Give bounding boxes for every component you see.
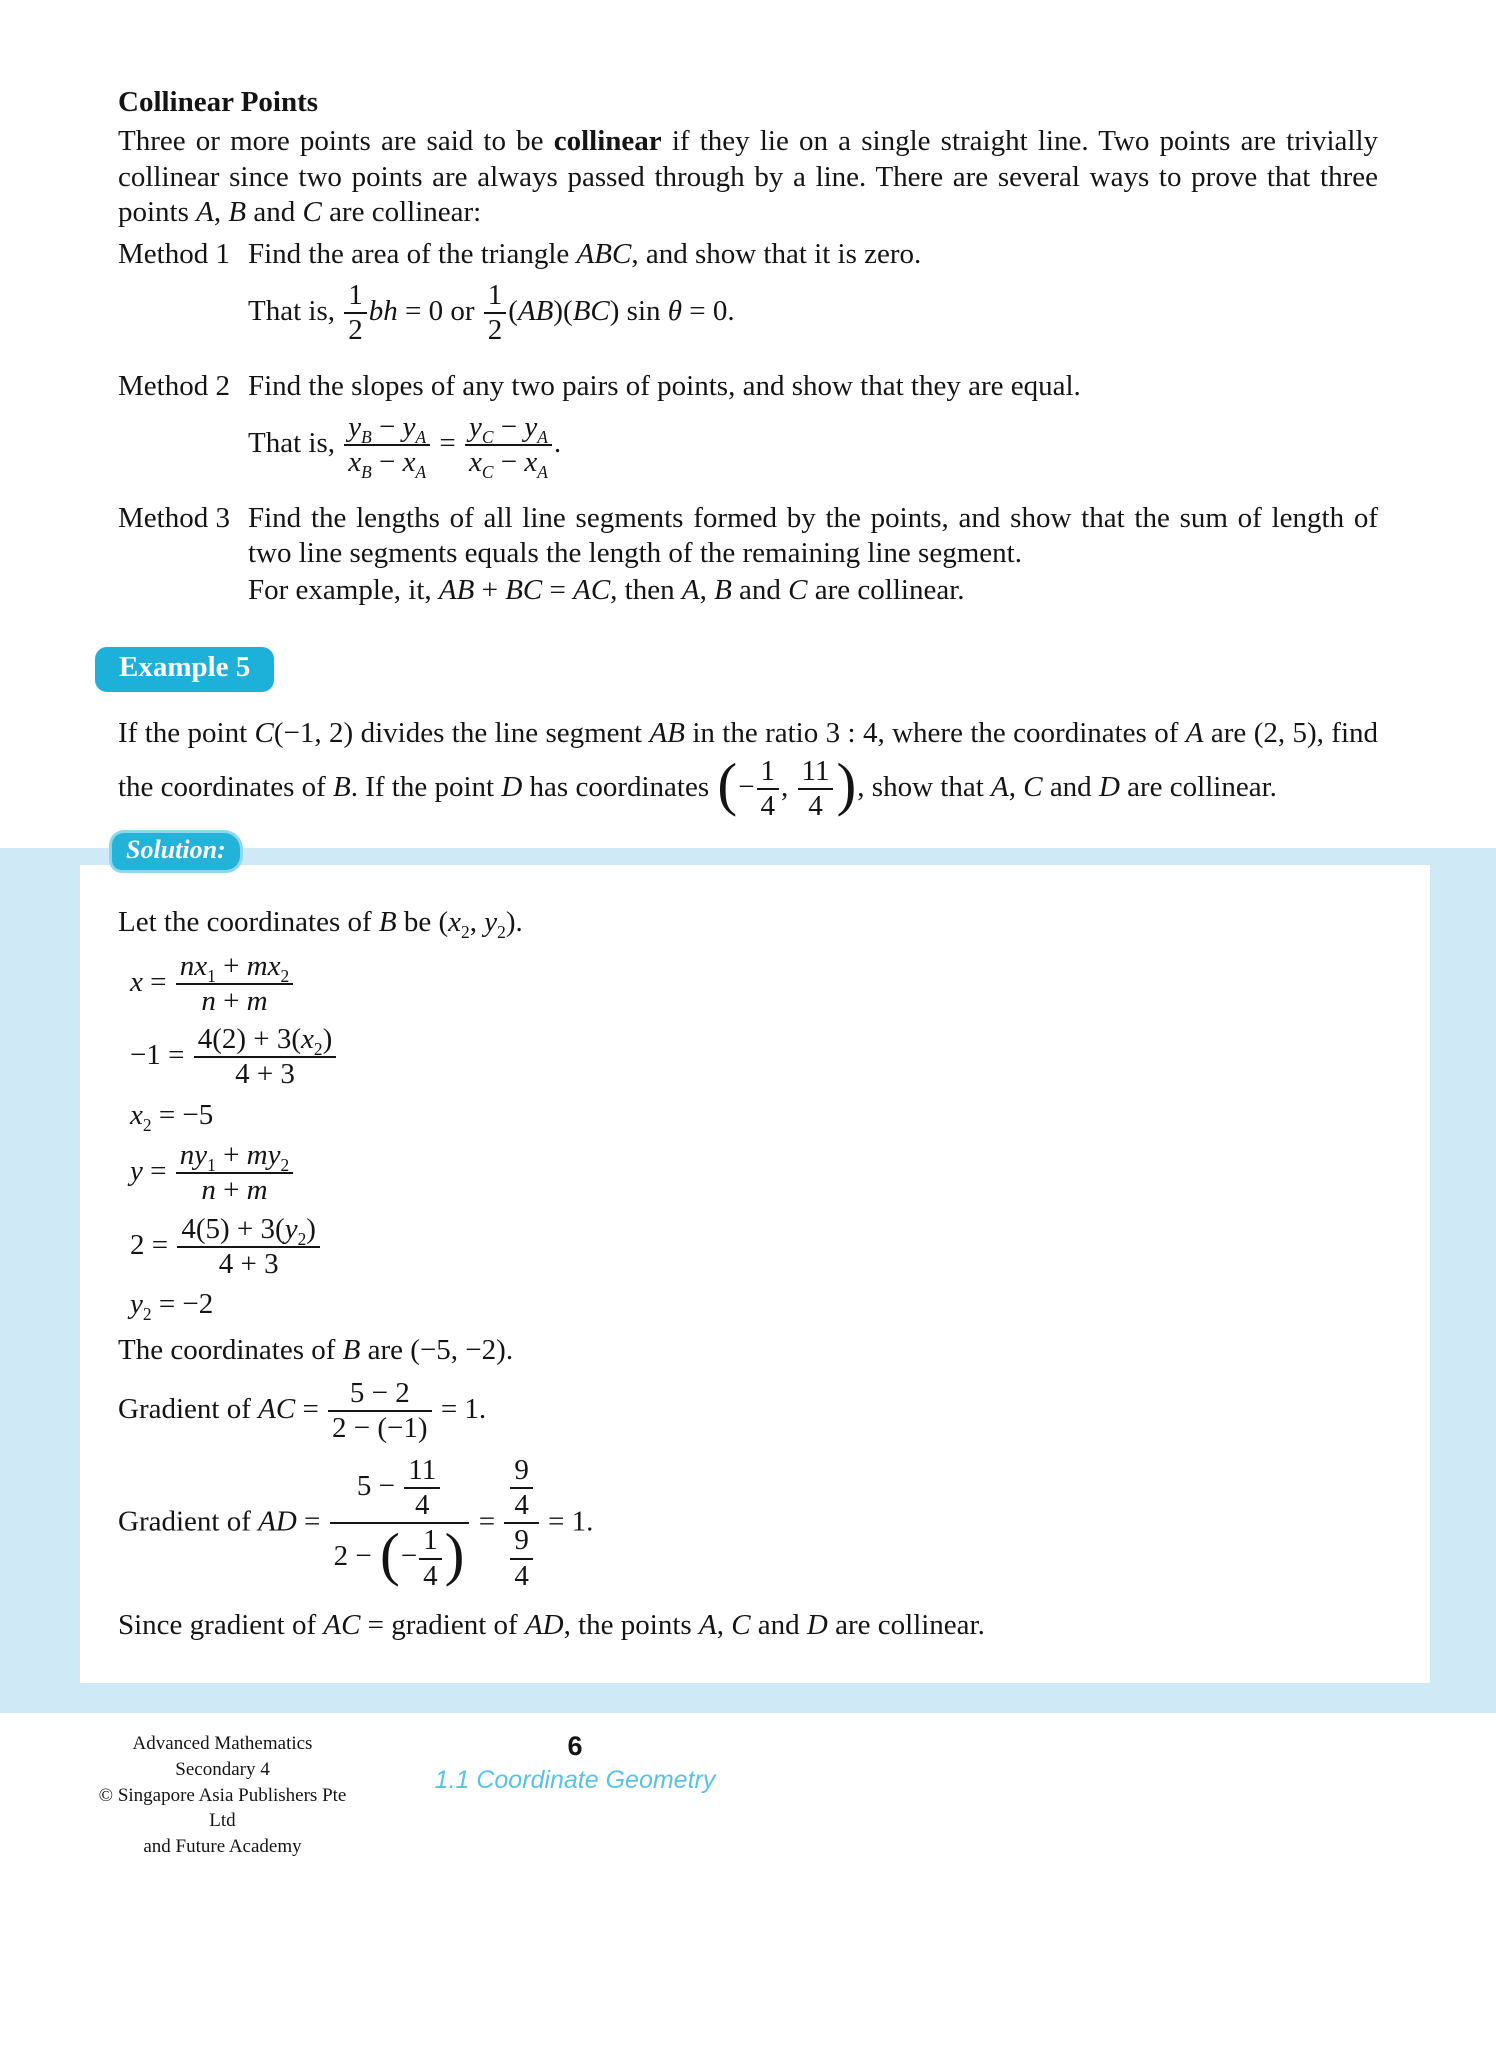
solution-box bbox=[80, 865, 1430, 1683]
collinear-points-section bbox=[0, 0, 1496, 822]
page-footer bbox=[0, 1731, 1496, 1871]
intro-paragraph: Three or more points are said to be collinear if they lie on a single straight line. Two points are trivially collinear since two points are always passed through by a line. There are several ways to prove that three points A, B and C are collinear: bbox=[118, 125, 1379, 229]
method-2-formula: That is, $\frac{y_B - y_A}{x_B - x_A}$ = $\frac{y_C - y_A}{x_C - x_A}$ . bbox=[248, 410, 562, 482]
solution-line-x-substitute: −1 = $\frac{4(2) + 3(x_2)}{4 + 3}$ bbox=[130, 1024, 1390, 1091]
solution-line-gradient-ac: Gradient of AC = $\frac{5 - 2}{2 - (-1)}$ = 1. bbox=[118, 1377, 487, 1445]
solution-line-x2-result: $x_2 = -5$ bbox=[130, 1098, 214, 1135]
method-2-text: Find the slopes of any two pairs of points, and show that they are equal. bbox=[248, 369, 1081, 402]
publisher-info bbox=[95, 1731, 350, 1859]
method-3-example: For example, it, AB + BC = AC, then A, B and C are collinear. bbox=[248, 574, 965, 607]
page-number: 6 bbox=[567, 1731, 583, 1762]
solution-section bbox=[0, 835, 1496, 1713]
method-2-label: Method 2 bbox=[118, 369, 230, 402]
method-3-label: Method 3 bbox=[118, 501, 230, 534]
method-3-body bbox=[248, 501, 1378, 611]
solution-line-x-formula: x = $\frac{nx_1 + mx_2}{n + m}$ bbox=[130, 951, 1390, 1018]
solution-line-conclusion: Since gradient of AC = gradient of AD, the points A, C and D are collinear. bbox=[118, 1609, 985, 1641]
method-1-row bbox=[118, 237, 1378, 367]
section-title: Collinear Points bbox=[118, 86, 319, 118]
example-problem-text: If the point C(−1, 2) divides the line segment AB in the ratio 3 : 4, where the coordinates of A are (2, 5), find the coordinates of B. If the point D has coordinates (− $\frac{1}{4}$ , $\frac{11}{4}$ ), show that A, C and D are collinear. bbox=[118, 717, 1379, 822]
solution-line-b-coordinates: The coordinates of B are (−5, −2). bbox=[118, 1333, 514, 1366]
section-reference: 1.1 Coordinate Geometry bbox=[434, 1766, 716, 1795]
method-1-formula: That is, $\frac{1}{2}$ bh = 0 or $\frac{1}{2}$ (AB)(BC) sin θ = 0. bbox=[248, 278, 735, 347]
solution-line-let-b: Let the coordinates of B be ($x_2$, $y_2$). bbox=[118, 906, 523, 942]
method-3-row bbox=[118, 501, 1378, 611]
solution-label: Solution: bbox=[112, 833, 240, 870]
solution-line-y-substitute: 2 = $\frac{4(5) + 3(y_2)}{4 + 3}$ bbox=[130, 1214, 1390, 1281]
solution-line-y2-result: $y_2 = -2$ bbox=[130, 1288, 214, 1325]
method-2-row bbox=[118, 369, 1378, 499]
method-1-label: Method 1 bbox=[118, 237, 230, 270]
example-5-badge: Example 5 bbox=[95, 647, 274, 692]
publisher-line-1: Advanced Mathematics Secondary 4 bbox=[132, 1733, 313, 1781]
solution-line-y-formula: y = $\frac{ny_1 + my_2}{n + m}$ bbox=[130, 1140, 1390, 1207]
method-2-body bbox=[248, 369, 1378, 499]
publisher-line-2: © Singapore Asia Publishers Pte Ltd bbox=[98, 1784, 347, 1832]
publisher-line-3: and Future Academy bbox=[143, 1835, 302, 1857]
method-1-body bbox=[248, 237, 1378, 367]
method-1-text: Find the area of the triangle ABC, and show that it is zero. bbox=[248, 237, 922, 270]
method-3-text: Find the lengths of all line segments formed by the points, and show that the sum of length of two line segments equals the length of the remaining line segment. bbox=[248, 501, 1378, 569]
footer-center bbox=[430, 1731, 720, 1795]
solution-line-gradient-ad: Gradient of AD = 5 − $\frac{11}{4}$ 2 − (− $\frac{1}{4}$ ) = $\frac{\frac{9}{4}}{\frac{9}{4}}$ = 1. bbox=[118, 1453, 594, 1592]
